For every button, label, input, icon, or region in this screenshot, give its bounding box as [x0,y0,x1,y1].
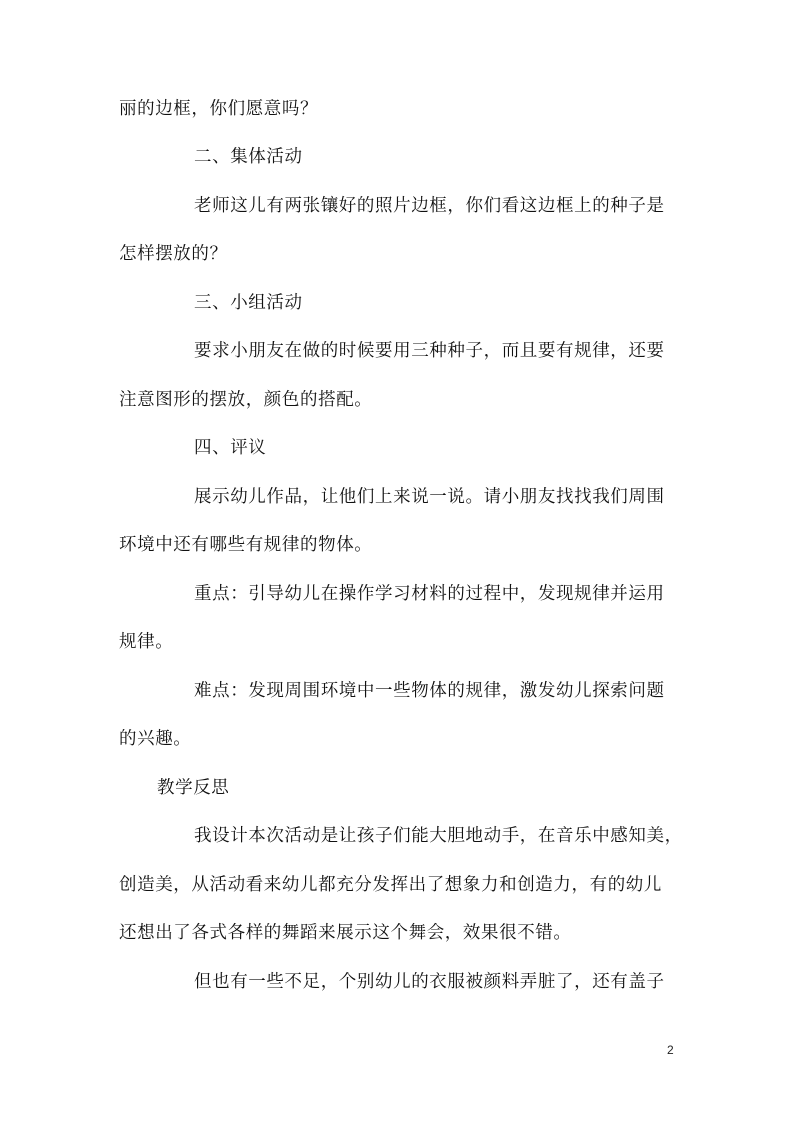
page-number: 2 [667,1043,674,1057]
paragraph-line: 的兴趣。 [119,729,192,749]
paragraph-line: 还想出了各式各样的舞蹈来展示这个舞会，效果很不错。 [119,923,572,943]
section-heading: 二、集体活动 [194,147,303,167]
paragraph-line: 难点：发现周围环境中一些物体的规律，激发幼儿探索问题 [194,681,665,701]
paragraph-line: 展示幼儿作品，让他们上来说一说。请小朋友找找我们周围 [194,487,665,507]
paragraph-line: 怎样摆放的？ [119,244,228,264]
paragraph-line: 注意图形的摆放，颜色的搭配。 [119,390,373,410]
paragraph-line: 环境中还有哪些有规律的物体。 [119,535,373,555]
paragraph-line: 老师这儿有两张镶好的照片边框，你们看这边框上的种子是 [194,196,665,216]
paragraph-line: 我设计本次活动是让孩子们能大胆地动手，在音乐中感知美， [194,826,683,846]
paragraph-line: 创造美，从活动看来幼儿都充分发挥出了想象力和创造力，有的幼儿 [119,875,662,895]
paragraph-line: 要求小朋友在做的时候要用三种种子，而且要有规律，还要 [194,341,665,361]
paragraph-line: 重点：引导幼儿在操作学习材料的过程中，发现规律并运用 [194,584,665,604]
section-heading: 四、评议 [194,438,267,458]
paragraph-line: 但也有一些不足，个别幼儿的衣服被颜料弄脏了，还有盖子 [194,972,665,992]
section-heading: 教学反思 [157,778,230,798]
paragraph-line: 丽的边框，你们愿意吗？ [119,99,319,119]
paragraph-line: 规律。 [119,632,174,652]
section-heading: 三、小组活动 [194,293,303,313]
